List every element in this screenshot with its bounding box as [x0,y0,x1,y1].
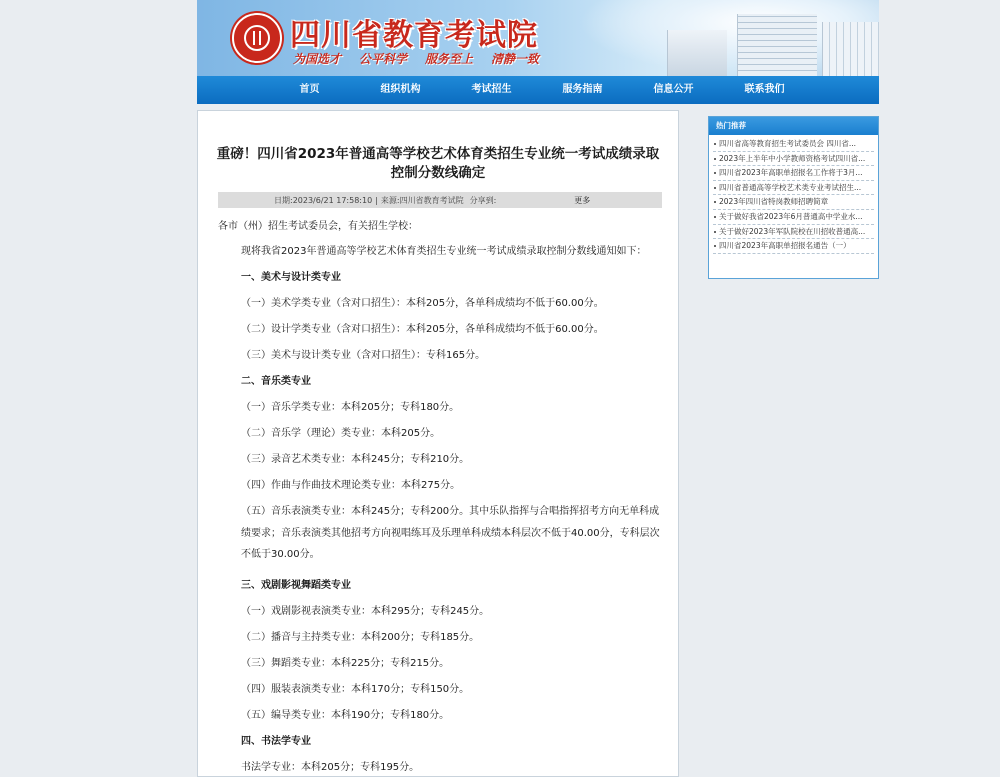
hot-recommend-panel [708,116,879,279]
section-item: （四）作曲与作曲技术理论类专业：本科275分。 [241,480,461,491]
hot-list-item[interactable]: 2023年上半年中小学教师资格考试四川省... [713,152,874,167]
article-body [198,208,678,774]
hot-list-item[interactable]: 关于做好我省2023年6月普通高中学业水... [713,210,874,225]
article-intro: 现将我省2023年普通高等学校艺术体育类招生专业统一考试成绩录取控制分数线通知如下： [241,246,647,257]
article-panel [197,110,679,777]
section-item: （二）设计学类专业（含对口招生）：本科205分，各单科成绩均不低于60.00分。 [241,324,604,335]
section-heading: 四、书法学专业 [241,735,311,747]
slogan: 清静一致 [491,52,540,66]
banner-building [822,22,879,76]
banner-building [667,30,727,76]
article-source: 来源:四川省教育考试院 [380,195,464,205]
page-wrapper [197,0,879,777]
section-heading: 二、音乐类专业 [241,376,311,387]
section-item: （三）舞蹈类专业：本科225分；专科215分。 [241,657,450,669]
section-heading: 三、戏剧影视舞蹈类专业 [241,579,351,591]
section-item: 书法学专业：本科205分；专科195分。 [241,761,420,773]
nav-item-exams[interactable]: 考试招生 [471,84,512,95]
hot-list [709,135,878,254]
section-item: （三）录音艺术类专业：本科245分；专科210分。 [241,454,470,465]
nav-item-organization[interactable]: 组织机构 [380,84,421,95]
section-item: （一）音乐学类专业：本科205分；专科180分。 [241,402,460,413]
section-item: （五）音乐表演类专业：本科245分；专科200分。其中乐队指挥与合唱指挥招考方向无单科成绩要求；音乐表演类其他招考方向视唱练耳及乐理单科成绩本科层次不低于40.00分，专科层次不低于30.00分。 [241,506,660,560]
article-meta-bar [218,192,662,208]
hot-list-item[interactable]: 四川省2023年高职单招报名工作将于3月... [713,166,874,181]
hot-list-item[interactable]: 关于做好2023年军队院校在川招收普通高... [713,225,874,240]
hot-list-item[interactable]: 四川省普通高等学校艺术类专业考试招生... [713,181,874,196]
section-item: （一）戏剧影视表演类专业：本科295分；专科245分。 [241,605,490,617]
section-heading: 一、美术与设计类专业 [241,272,341,283]
section-item: （三）美术与设计类专业（含对口招生）：专科165分。 [241,350,486,361]
nav-item-service-guide[interactable]: 服务指南 [562,84,603,95]
share-label: 分享到: [469,195,497,205]
logo-seal-icon[interactable] [232,13,282,63]
meta-separator: | [375,195,378,205]
slogan-row [293,50,539,67]
site-title[interactable]: 四川省教育考试院 [290,18,538,53]
sidebar-title: 热门推荐 [709,117,878,135]
section-item: （四）服装表演类专业：本科170分；专科150分。 [241,683,470,695]
site-banner [197,0,879,76]
hot-list-item[interactable]: 四川省2023年高职单招报名通告（一） [713,239,874,254]
main-nav [197,76,879,104]
section-item: （五）编导类专业：本科190分；专科180分。 [241,709,450,721]
section-item: （一）美术学类专业（含对口招生）：本科205分，各单科成绩均不低于60.00分。 [241,298,604,309]
hot-list-item[interactable]: 2023年四川省特岗教师招聘简章 [713,195,874,210]
share-more-link[interactable]: 更多 [574,195,591,205]
article-title: 重磅！四川省2023年普通高等学校艺术体育类招生专业统一考试成绩录取控制分数线确定 [216,146,660,181]
nav-item-info-disclosure[interactable]: 信息公开 [653,84,694,95]
nav-item-home[interactable]: 首页 [299,84,320,95]
slogan: 为国选才 [293,52,342,66]
article-date: 日期:2023/6/21 17:58:10 [274,195,373,205]
slogan: 服务至上 [425,52,474,66]
section-item: （二）音乐学（理论）类专业：本科205分。 [241,428,441,439]
slogan: 公平科学 [359,52,408,66]
banner-building [737,14,817,76]
section-item: （二）播音与主持类专业：本科200分；专科185分。 [241,631,480,643]
nav-item-contact[interactable]: 联系我们 [744,84,785,95]
hot-list-item[interactable]: 四川省高等教育招生考试委员会 四川省... [713,137,874,152]
article-greeting: 各市（州）招生考试委员会，有关招生学校： [218,221,418,232]
